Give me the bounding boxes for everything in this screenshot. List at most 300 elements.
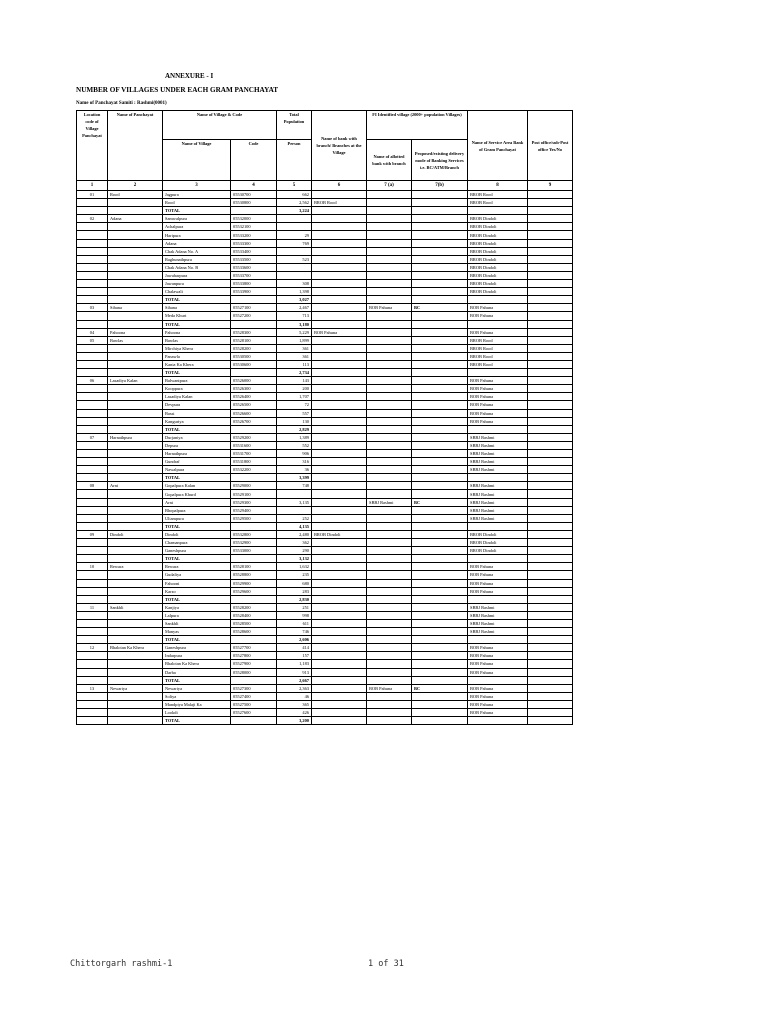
table-cell (108, 401, 163, 409)
table-cell (231, 320, 277, 328)
table-cell (312, 377, 367, 385)
table-cell: 05532900 (231, 539, 277, 547)
table-cell: Rood (108, 191, 163, 199)
table-cell (277, 247, 312, 255)
table-cell (468, 555, 528, 563)
table-cell: 05529900 (231, 579, 277, 587)
table-cell (77, 450, 108, 458)
table-cell: BOB Pahuna (468, 385, 528, 393)
table-row (77, 619, 573, 627)
table-cell: 3,224 (277, 207, 312, 215)
table-cell: 05529600 (231, 587, 277, 595)
table-row (77, 506, 573, 514)
table-cell (367, 450, 412, 458)
table-cell: 235 (277, 571, 312, 579)
table-cell (412, 433, 468, 441)
table-cell (367, 385, 412, 393)
table-cell: BROB Dindoli (468, 547, 528, 555)
table-cell: 02 (77, 215, 108, 223)
table-cell (108, 692, 163, 700)
table-cell: 05533900 (231, 288, 277, 296)
table-cell (231, 369, 277, 377)
table-cell (412, 611, 468, 619)
table-body (77, 191, 573, 725)
table-cell: Pahoona (163, 328, 231, 336)
table-cell (528, 571, 573, 579)
table-cell (108, 239, 163, 247)
table-cell: 05527500 (231, 700, 277, 708)
table-cell: BOB Pahuna (468, 409, 528, 417)
table-row (77, 263, 573, 271)
table-row (77, 684, 573, 692)
table-cell: 06 (77, 377, 108, 385)
table-cell: 2,467 (277, 304, 312, 312)
table-cell (108, 652, 163, 660)
table-cell: 3,132 (277, 555, 312, 563)
table-cell (312, 482, 367, 490)
table-cell (77, 247, 108, 255)
table-cell (312, 450, 367, 458)
table-cell: TOTAL (163, 676, 231, 684)
table-cell (412, 530, 468, 538)
table-cell: TOTAL (163, 425, 231, 433)
table-cell (77, 344, 108, 352)
table-cell: Sankhli (108, 603, 163, 611)
table-cell (108, 223, 163, 231)
table-cell (77, 296, 108, 304)
table-cell: BROB Rood (468, 344, 528, 352)
table-cell (528, 466, 573, 474)
table-row (77, 514, 573, 522)
table-cell (412, 247, 468, 255)
table-cell (108, 425, 163, 433)
table-cell (108, 360, 163, 368)
table-cell (412, 199, 468, 207)
table-cell (412, 401, 468, 409)
table-cell: Karzo (163, 587, 231, 595)
table-row (77, 530, 573, 538)
column-number: 6 (312, 181, 367, 191)
table-cell: Adana (163, 239, 231, 247)
table-cell (77, 320, 108, 328)
table-cell: BOB Pahuna (468, 692, 528, 700)
table-cell (231, 676, 277, 684)
table-cell: BC (412, 684, 468, 692)
table-cell (367, 263, 412, 271)
table-cell: 05526700 (231, 417, 277, 425)
table-cell: Bhalotan Ka Khera (163, 660, 231, 668)
table-cell: 251 (277, 603, 312, 611)
column-number: 4 (231, 181, 277, 191)
table-row (77, 433, 573, 441)
table-cell: BOB Pahuna (468, 328, 528, 336)
table-cell (108, 490, 163, 498)
table-cell (312, 474, 367, 482)
table-cell (367, 628, 412, 636)
table-cell: 46 (277, 692, 312, 700)
header-village-code: Name of Village & Code (163, 111, 277, 140)
table-cell: 36 (277, 466, 312, 474)
table-row (77, 199, 573, 207)
table-cell: Mandpiya Malaji Ka (163, 700, 231, 708)
table-cell (412, 579, 468, 587)
table-cell (412, 239, 468, 247)
table-row (77, 441, 573, 449)
table-cell: 157 (277, 652, 312, 660)
table-cell: BROB Dindoli (468, 239, 528, 247)
table-cell (231, 207, 277, 215)
table-cell: Rewara (163, 563, 231, 571)
table-cell (528, 255, 573, 263)
table-cell (528, 619, 573, 627)
table-cell (312, 385, 367, 393)
table-cell (77, 628, 108, 636)
table-cell: 143 (277, 377, 312, 385)
table-cell (367, 369, 412, 377)
table-cell: Balwantpura (163, 377, 231, 385)
table-cell (367, 522, 412, 530)
table-cell: BOB Pahuna (367, 684, 412, 692)
table-cell (528, 636, 573, 644)
table-row (77, 401, 573, 409)
table-cell: 05527600 (231, 709, 277, 717)
table-cell: TOTAL (163, 369, 231, 377)
total-row (77, 369, 573, 377)
table-cell (108, 271, 163, 279)
table-row (77, 231, 573, 239)
table-cell (312, 296, 367, 304)
table-cell (468, 636, 528, 644)
table-cell (528, 433, 573, 441)
table-cell: BROB Dindoli (468, 255, 528, 263)
table-cell (367, 336, 412, 344)
table-cell (528, 668, 573, 676)
table-cell: Rood (163, 199, 231, 207)
table-cell (367, 328, 412, 336)
table-cell (312, 660, 367, 668)
column-number: 7 (a) (367, 181, 412, 191)
table-cell: BROB Dindoli (468, 271, 528, 279)
table-cell (528, 684, 573, 692)
table-cell: Gopalpura Khurd (163, 490, 231, 498)
table-row (77, 271, 573, 279)
table-cell (77, 547, 108, 555)
table-cell (312, 539, 367, 547)
table-cell (77, 636, 108, 644)
table-cell: Ganeshpura (163, 644, 231, 652)
table-cell (528, 393, 573, 401)
table-cell: 769 (277, 239, 312, 247)
table-cell: 2,829 (277, 425, 312, 433)
table-cell: 05529400 (231, 506, 277, 514)
table-cell (231, 555, 277, 563)
table-cell: 05528200 (231, 344, 277, 352)
table-cell (412, 344, 468, 352)
document-subtitle: NUMBER OF VILLAGES UNDER EACH GRAM PANCHAYAT (76, 86, 279, 94)
table-cell (312, 684, 367, 692)
table-cell: 05532200 (231, 466, 277, 474)
table-cell: Chalawali (163, 288, 231, 296)
table-cell (312, 409, 367, 417)
table-cell (367, 223, 412, 231)
table-cell (312, 320, 367, 328)
table-cell: Lasadiya Kalan (163, 393, 231, 401)
table-cell (412, 377, 468, 385)
table-cell (412, 474, 468, 482)
table-cell (528, 409, 573, 417)
table-cell: 05528300 (231, 328, 277, 336)
table-cell (412, 263, 468, 271)
table-cell: 2,480 (277, 530, 312, 538)
table-cell: BOB Pahuna (468, 660, 528, 668)
table-cell: Newariya (163, 684, 231, 692)
table-cell: BROB Dindoli (468, 530, 528, 538)
table-cell: BROB Dindoli (468, 247, 528, 255)
table-cell (77, 369, 108, 377)
table-cell: Harnathpura (163, 450, 231, 458)
table-row (77, 458, 573, 466)
total-row (77, 474, 573, 482)
table-cell: SBBJ Rashmi (367, 498, 412, 506)
table-cell (528, 288, 573, 296)
table-cell (367, 676, 412, 684)
table-cell (312, 369, 367, 377)
table-cell (528, 530, 573, 538)
table-cell (312, 490, 367, 498)
table-cell: 09 (77, 530, 108, 538)
table-cell: Raghunathpura (163, 255, 231, 263)
table-cell: 03 (77, 304, 108, 312)
table-cell: 1,389 (277, 433, 312, 441)
header-code: Code (231, 140, 277, 181)
table-cell (367, 709, 412, 717)
table-row (77, 466, 573, 474)
table-cell (412, 320, 468, 328)
table-cell (312, 668, 367, 676)
table-cell (312, 255, 367, 263)
table-cell (412, 271, 468, 279)
table-cell (312, 263, 367, 271)
table-cell: 426 (277, 709, 312, 717)
table-cell (528, 207, 573, 215)
table-cell (77, 417, 108, 425)
table-cell (108, 441, 163, 449)
table-cell: 05533000 (231, 547, 277, 555)
table-cell (412, 522, 468, 530)
table-cell: Rewara (108, 563, 163, 571)
table-cell: 5,229 (277, 328, 312, 336)
table-row (77, 450, 573, 458)
table-cell: 05529300 (231, 498, 277, 506)
table-cell: BOB Pahuna (468, 579, 528, 587)
table-cell (108, 668, 163, 676)
table-cell: Durjaniya (163, 433, 231, 441)
table-cell (312, 619, 367, 627)
table-cell (108, 263, 163, 271)
table-cell: 1,398 (277, 288, 312, 296)
table-cell (367, 199, 412, 207)
footer-filename: Chittorgarh rashmi-1 (70, 959, 173, 969)
footer-page-number: 1 of 31 (368, 959, 404, 969)
table-cell (77, 514, 108, 522)
table-cell (312, 587, 367, 595)
table-cell: 2,363 (277, 684, 312, 692)
table-cell: 361 (277, 344, 312, 352)
table-cell: BROB Rood (468, 360, 528, 368)
table-cell: 05528600 (231, 628, 277, 636)
table-cell (77, 490, 108, 498)
table-cell: 2,606 (277, 636, 312, 644)
table-cell: SBBJ Rashmi (468, 482, 528, 490)
table-cell (412, 587, 468, 595)
table-cell (77, 458, 108, 466)
table-cell: BOB Pahuna (468, 417, 528, 425)
table-cell (108, 207, 163, 215)
table-cell: 362 (277, 539, 312, 547)
table-row (77, 482, 573, 490)
table-cell (108, 466, 163, 474)
table-cell (528, 482, 573, 490)
table-cell (77, 676, 108, 684)
table-cell: 05528100 (231, 336, 277, 344)
table-cell (312, 652, 367, 660)
table-row (77, 579, 573, 587)
table-cell: 05532000 (231, 215, 277, 223)
table-cell (528, 401, 573, 409)
table-cell (367, 547, 412, 555)
table-cell (367, 700, 412, 708)
table-cell: 05529000 (231, 482, 277, 490)
table-cell: SBBJ Rashmi (468, 506, 528, 514)
table-cell (231, 717, 277, 725)
table-cell: 05527900 (231, 660, 277, 668)
table-cell (367, 458, 412, 466)
table-cell (312, 611, 367, 619)
table-cell (412, 539, 468, 547)
table-cell (412, 328, 468, 336)
column-number: 2 (108, 181, 163, 191)
table-cell (108, 458, 163, 466)
table-cell (77, 466, 108, 474)
table-cell (367, 231, 412, 239)
table-cell: BOB Pahuna (468, 563, 528, 571)
table-cell (367, 636, 412, 644)
table-cell (312, 563, 367, 571)
table-cell (412, 288, 468, 296)
table-cell (528, 498, 573, 506)
table-cell: 361 (277, 352, 312, 360)
table-cell (367, 539, 412, 547)
header-village-name: Name of Village (163, 140, 231, 181)
table-cell (367, 717, 412, 725)
table-cell: 05 (77, 336, 108, 344)
table-cell (312, 223, 367, 231)
table-cell (528, 247, 573, 255)
table-cell: TOTAL (163, 320, 231, 328)
table-row (77, 692, 573, 700)
table-cell: Darba (163, 668, 231, 676)
table-cell (108, 506, 163, 514)
table-cell: SBBJ Rashmi (468, 611, 528, 619)
table-cell (412, 393, 468, 401)
table-cell (367, 603, 412, 611)
table-cell (412, 466, 468, 474)
table-cell (528, 263, 573, 271)
table-cell (528, 450, 573, 458)
table-cell: BOB Pahuna (468, 401, 528, 409)
table-cell: 05526500 (231, 401, 277, 409)
table-cell (77, 555, 108, 563)
table-cell: TOTAL (163, 717, 231, 725)
table-cell (468, 369, 528, 377)
table-cell (77, 288, 108, 296)
table-cell (108, 450, 163, 458)
table-cell (312, 603, 367, 611)
table-cell (312, 191, 367, 199)
table-cell (312, 458, 367, 466)
table-cell (108, 344, 163, 352)
table-cell (312, 239, 367, 247)
table-cell (277, 223, 312, 231)
table-cell: Chak Adana No. A (163, 247, 231, 255)
table-cell (367, 255, 412, 263)
table-cell: 01 (77, 191, 108, 199)
table-cell: Pahoona (108, 328, 163, 336)
table-cell (528, 595, 573, 603)
table-cell: 05528100 (231, 563, 277, 571)
table-cell: 05528400 (231, 611, 277, 619)
table-cell: TOTAL (163, 555, 231, 563)
table-cell: Sihana (108, 304, 163, 312)
table-cell (528, 441, 573, 449)
table-cell: 05526400 (231, 393, 277, 401)
table-cell (367, 506, 412, 514)
table-cell (108, 579, 163, 587)
table-cell: 2,734 (277, 369, 312, 377)
table-cell (468, 522, 528, 530)
table-row (77, 644, 573, 652)
table-cell: 05529100 (231, 490, 277, 498)
table-cell (528, 199, 573, 207)
table-cell (77, 652, 108, 660)
table-cell (108, 514, 163, 522)
table-cell (528, 239, 573, 247)
table-cell (108, 571, 163, 579)
total-row (77, 717, 573, 725)
table-cell (412, 215, 468, 223)
table-cell (528, 271, 573, 279)
table-cell (108, 636, 163, 644)
table-cell (412, 231, 468, 239)
total-row (77, 676, 573, 684)
table-cell: Sankhli (163, 619, 231, 627)
table-row (77, 571, 573, 579)
table-row (77, 652, 573, 660)
table-cell: BROB Dindoli (468, 215, 528, 223)
table-cell (412, 700, 468, 708)
table-cell: BROB Rood (468, 352, 528, 360)
table-cell: Bawlas (163, 336, 231, 344)
table-cell (528, 474, 573, 482)
table-cell (77, 700, 108, 708)
table-cell (412, 450, 468, 458)
table-cell (412, 296, 468, 304)
table-cell (528, 700, 573, 708)
table-cell (412, 385, 468, 393)
table-cell: 3,135 (277, 498, 312, 506)
table-cell (77, 587, 108, 595)
table-cell (108, 555, 163, 563)
